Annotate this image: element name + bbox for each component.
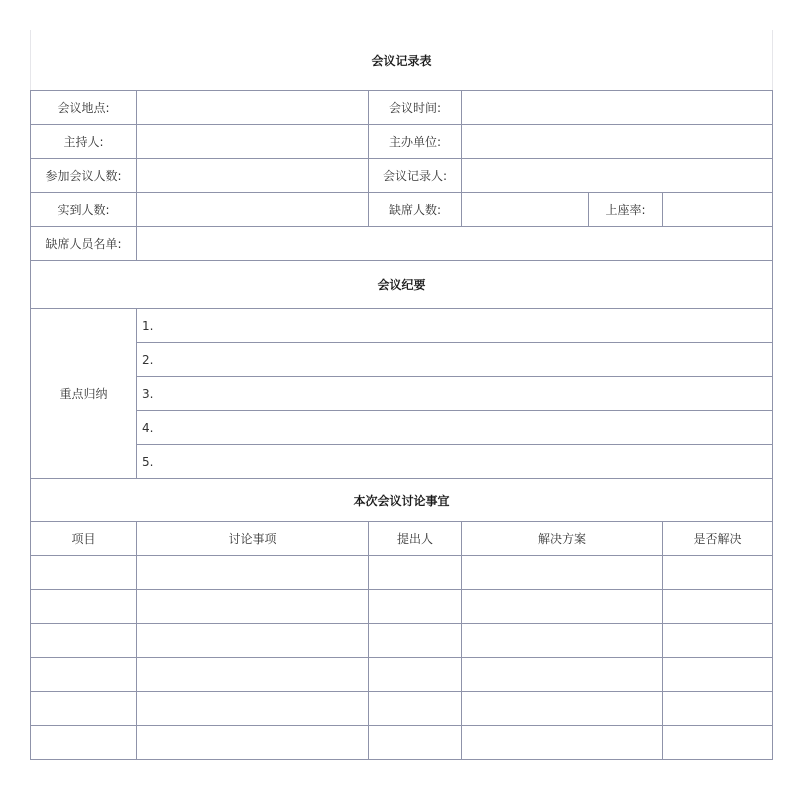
table-cell[interactable]	[31, 556, 137, 590]
table-cell[interactable]	[31, 692, 137, 726]
column-header-resolved: 是否解决	[663, 522, 773, 556]
table-cell[interactable]	[31, 624, 137, 658]
table-cell[interactable]	[462, 556, 663, 590]
key-point-item[interactable]: 3.	[137, 377, 773, 411]
table-cell[interactable]	[137, 556, 369, 590]
table-row	[31, 726, 773, 760]
attendance-rate-field[interactable]	[663, 193, 773, 227]
table-cell[interactable]	[369, 692, 462, 726]
host-label: 主持人:	[31, 125, 137, 159]
location-label: 会议地点:	[31, 91, 137, 125]
table-cell[interactable]	[137, 624, 369, 658]
organizer-field[interactable]	[462, 125, 773, 159]
attendance-rate-label: 上座率:	[589, 193, 663, 227]
column-header-solution: 解决方案	[462, 522, 663, 556]
table-row	[31, 692, 773, 726]
absent-list-field[interactable]	[137, 227, 773, 261]
table-row	[31, 556, 773, 590]
actual-count-field[interactable]	[137, 193, 369, 227]
attendee-count-field[interactable]	[137, 159, 369, 193]
key-point-item[interactable]: 2.	[137, 343, 773, 377]
table-cell[interactable]	[31, 590, 137, 624]
column-header-proposer: 提出人	[369, 522, 462, 556]
minutes-heading: 会议纪要	[31, 261, 773, 309]
table-cell[interactable]	[369, 726, 462, 760]
key-points-label: 重点归纳	[31, 309, 137, 479]
key-point-item[interactable]: 1.	[137, 309, 773, 343]
table-cell[interactable]	[137, 658, 369, 692]
table-row	[31, 624, 773, 658]
table-cell[interactable]	[369, 590, 462, 624]
location-field[interactable]	[137, 91, 369, 125]
time-field[interactable]	[462, 91, 773, 125]
attendee-count-label: 参加会议人数:	[31, 159, 137, 193]
meeting-record-form	[30, 30, 773, 760]
key-point-item[interactable]: 4.	[137, 411, 773, 445]
table-cell[interactable]	[663, 590, 773, 624]
table-row	[31, 658, 773, 692]
time-label: 会议时间:	[369, 91, 462, 125]
discussion-heading: 本次会议讨论事宜	[31, 479, 773, 522]
table-cell[interactable]	[462, 726, 663, 760]
table-cell[interactable]	[663, 692, 773, 726]
table-cell[interactable]	[369, 556, 462, 590]
table-cell[interactable]	[462, 624, 663, 658]
table-cell[interactable]	[369, 658, 462, 692]
table-cell[interactable]	[462, 658, 663, 692]
organizer-label: 主办单位:	[369, 125, 462, 159]
table-cell[interactable]	[663, 624, 773, 658]
table-cell[interactable]	[31, 726, 137, 760]
form-title: 会议记录表	[31, 30, 773, 91]
table-cell[interactable]	[137, 726, 369, 760]
key-point-item[interactable]: 5.	[137, 445, 773, 479]
table-cell[interactable]	[663, 658, 773, 692]
absent-list-label: 缺席人员名单:	[31, 227, 137, 261]
table-cell[interactable]	[137, 590, 369, 624]
table-row	[31, 590, 773, 624]
table-cell[interactable]	[369, 624, 462, 658]
column-header-item: 项目	[31, 522, 137, 556]
recorder-field[interactable]	[462, 159, 773, 193]
table-cell[interactable]	[31, 658, 137, 692]
recorder-label: 会议记录人:	[369, 159, 462, 193]
absent-count-label: 缺席人数:	[369, 193, 462, 227]
table-cell[interactable]	[663, 726, 773, 760]
column-header-topic: 讨论事项	[137, 522, 369, 556]
table-cell[interactable]	[663, 556, 773, 590]
table-cell[interactable]	[462, 692, 663, 726]
host-field[interactable]	[137, 125, 369, 159]
table-cell[interactable]	[462, 590, 663, 624]
actual-count-label: 实到人数:	[31, 193, 137, 227]
table-cell[interactable]	[137, 692, 369, 726]
absent-count-field[interactable]	[462, 193, 589, 227]
